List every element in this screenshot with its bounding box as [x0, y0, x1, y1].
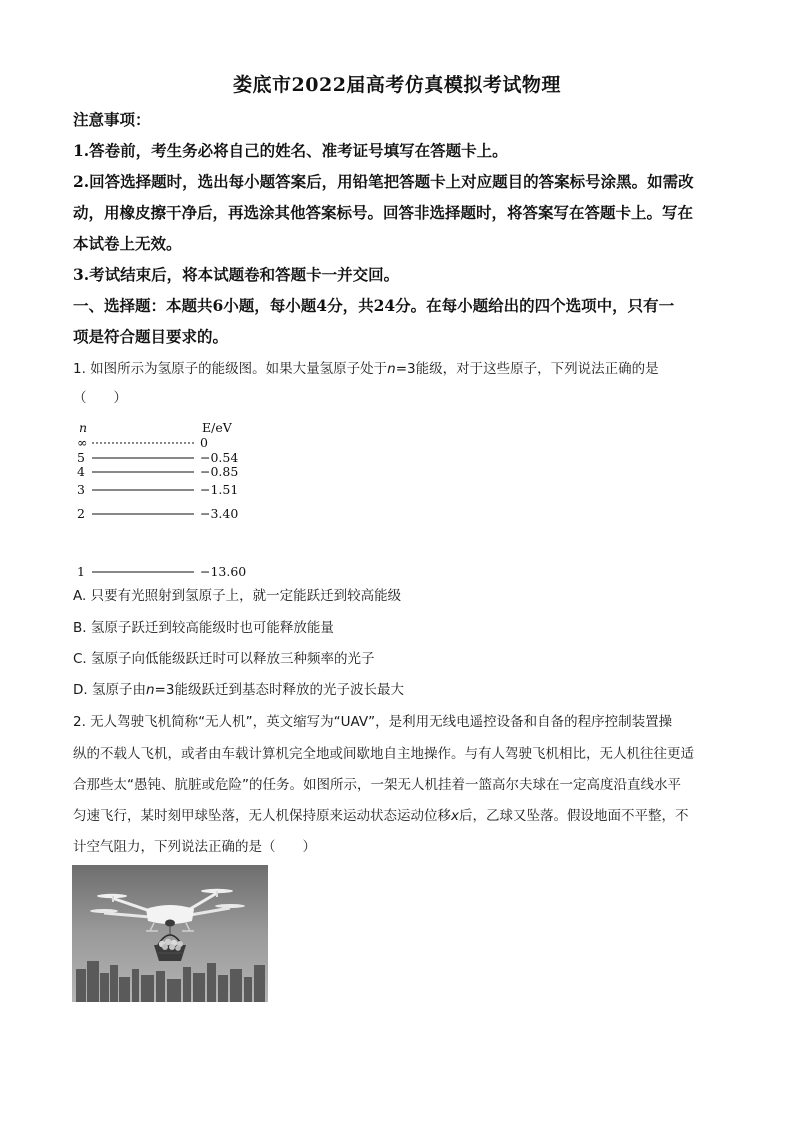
level-energy-3: −0.85 [200, 464, 239, 479]
page-title: 娄底市2022届高考仿真模拟考试物理 [233, 74, 561, 96]
q1-answer-bracket: （ ） [73, 390, 127, 406]
q1-option-d-part-b: =3能级跃迁到基态时释放的光子波长最大 [154, 682, 404, 698]
notice-line-2: 2.回答选择题时，选出每小题答案后，用铅笔把答题卡上对应题目的答案标号涂黑。如需改 [73, 172, 694, 191]
level-energy-2: −0.54 [200, 450, 239, 465]
q2-line-4 [73, 807, 723, 825]
q1-option-a: A. 只要有光照射到氢原子上，就一定能跃迁到较高能级 [73, 588, 402, 604]
q1-option-d-variable: n [145, 682, 155, 698]
notice-line-4: 本试卷上无效。 [73, 234, 182, 253]
q2-line-1: 2. 无人驾驶飞机简称“无人机”，英文缩写为“UAV”，是利用无线电遥控设备和自备的程序控制装置操 [73, 714, 673, 730]
q2-line-5: 计空气阻力，下列说法正确的是（ ） [73, 839, 316, 855]
energy-levels [77, 435, 246, 578]
level-number-5: 2 [77, 506, 85, 521]
q1-stem-part-a: 1. 如图所示为氢原子的能级图。如果大量氢原子处于 [73, 361, 388, 377]
level-energy-5: −3.40 [200, 506, 239, 521]
level-number-2: 5 [77, 450, 85, 465]
drone-illustration [72, 865, 268, 1002]
notice-line-3: 动，用橡皮擦干净后，再选涂其他答案标号。回答非选择题时，将答案写在答题卡上。写在 [73, 203, 694, 222]
drone-photo [72, 865, 268, 1002]
energy-level-svg [70, 418, 270, 578]
q2-line-4-part-b: 后，乙球又坠落。假设地面不平整，不 [459, 808, 689, 824]
q2-line-2: 纵的不载人飞机，或者由车载计算机完全地或间歇地自主地操作。与有人驾驶飞机相比，无人机往往更适 [73, 746, 694, 762]
q1-option-b: B. 氢原子跃迁到较高能级时也可能释放能量 [73, 620, 334, 636]
q1-option-d [73, 681, 723, 699]
notice-heading: 注意事项： [73, 110, 151, 129]
notice-line-5: 3.考试结束后，将本试题卷和答题卡一并交回。 [73, 265, 400, 284]
level-energy-1: 0 [200, 435, 208, 450]
energy-level-diagram [70, 418, 270, 578]
q1-option-c: C. 氢原子向低能级跃迁时可以释放三种频率的光子 [73, 651, 375, 667]
section-heading-line-1: 一、选择题：本题共6小题，每小题4分，共24分。在每小题给出的四个选项中，只有一 [73, 296, 675, 315]
level-energy-6: −13.60 [200, 564, 247, 578]
q1-stem [73, 360, 723, 378]
q2-line-3: 合那些太“愚钝、肮脏或危险”的任务。如图所示，一架无人机挂着一篮高尔夫球在一定高度沿直线水平 [73, 777, 681, 793]
q1-stem-part-b: =3能级，对于这些原子，下列说法正确的是 [395, 361, 659, 377]
level-number-6: 1 [77, 564, 85, 578]
q1-option-d-part-a: D. 氢原子由 [73, 682, 146, 698]
section-heading-line-2: 项是符合题目要求的。 [73, 327, 229, 346]
level-number-3: 4 [77, 464, 85, 479]
energy-axis-label: E/eV [202, 420, 232, 435]
q1-stem-variable: n [387, 361, 396, 377]
level-number-4: 3 [77, 482, 85, 497]
q2-line-4-variable: x [451, 808, 459, 824]
level-energy-4: −1.51 [200, 482, 239, 497]
q2-line-4-part-a: 匀速飞行，某时刻甲球坠落，无人机保持原来运动状态运动位移 [73, 808, 451, 824]
notice-line-1: 1.答卷前，考生务必将自己的姓名、准考证号填写在答题卡上。 [73, 141, 508, 160]
n-axis-label: n [79, 420, 88, 435]
level-number-1: ∞ [77, 435, 88, 450]
